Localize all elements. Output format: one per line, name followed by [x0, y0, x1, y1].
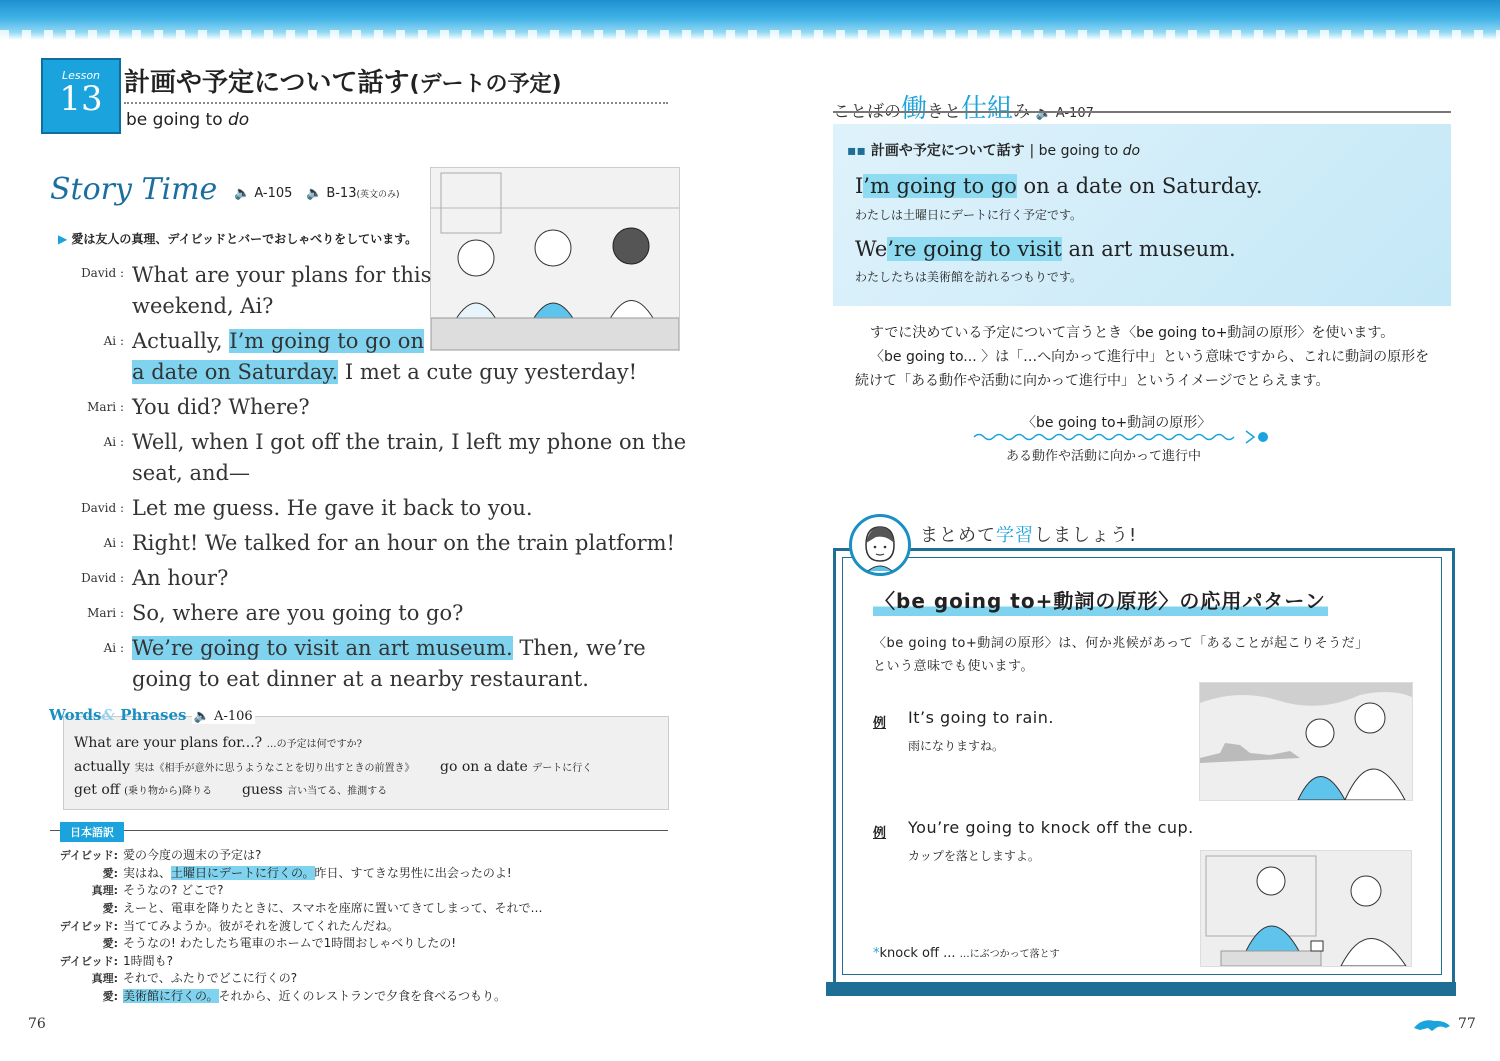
summary-text: 〈be going to+動詞の原形〉は、何か兆候があって「あることが起こりそうだ」 — [873, 636, 1369, 651]
jt-line: えーと、電車を降りたときに、スマホを座席に置いてきてしまって、それで… — [123, 901, 543, 915]
audio-track-a106[interactable]: 🔈 A-106 — [193, 709, 253, 724]
dialogue-line: Let me guess. He gave it back to you. — [132, 496, 533, 520]
teacher-avatar — [849, 514, 911, 576]
bar-scene-drawing — [431, 168, 679, 350]
target-highlight: 美術館に行くの。 — [123, 989, 219, 1003]
vocab-item: What are your plans for...? …の予定は何ですか? — [74, 735, 362, 751]
example-mark: 例 — [873, 716, 887, 731]
animal-mascot-icon — [1412, 1016, 1452, 1032]
speaker-david: David : — [81, 501, 124, 515]
jt-line: 実はね、土曜日にデートに行くの。昨日、すてきな男性に出会ったのよ! — [123, 866, 512, 880]
grid-icon: ▪▪ — [847, 143, 866, 159]
triangle-icon: ▶ — [58, 232, 68, 246]
vocab-note: *knock off ... …にぶつかって落とす — [873, 946, 1060, 961]
jt-speaker: 愛: — [102, 990, 118, 1003]
page-number-left: 76 — [28, 1016, 46, 1032]
words-phrases-title: Words& Phrases 🔈 A-106 — [49, 706, 253, 724]
target-highlight: 土曜日にデートに行くの。 — [171, 866, 315, 880]
jt-line: 愛の今度の週末の予定は? — [123, 848, 262, 862]
target-highlight: a date on Saturday. — [132, 360, 339, 384]
translation-tag: 日本語訳 — [60, 822, 124, 842]
grammar-example-2-ja: わたしたちは美術館を訪れるつもりです。 — [855, 270, 1082, 284]
audio-track-b13[interactable]: 🔈 B-13(英文のみ) — [306, 186, 400, 201]
vocab-item: get off (乗り物から)降りる — [74, 782, 212, 798]
jt-speaker: 愛: — [102, 937, 118, 950]
speaker-mari: Mari : — [87, 606, 124, 620]
translation-rule — [50, 830, 668, 831]
summary-heading: まとめて学習しましょう! — [914, 521, 1143, 547]
speaker-ai: Ai : — [103, 435, 124, 449]
dialogue-line: So, where are you going to go? — [132, 601, 464, 625]
jt-speaker: 愛: — [102, 867, 118, 880]
diagram-label-bottom: ある動作や活動に向かって進行中 — [1006, 449, 1202, 464]
grammar-example-1-ja: わたしは土曜日にデートに行く予定です。 — [855, 208, 1083, 222]
example-2-ja: カップを落としますよ。 — [908, 849, 1040, 863]
wavy-arrow-diagram — [972, 428, 1272, 446]
teacher-face-icon — [852, 517, 908, 573]
target-highlight: ’m going to go — [863, 174, 1017, 198]
explanation-line: すでに決めている予定について言うとき〈be going to+動詞の原形〉を使います。 — [870, 325, 1395, 341]
lesson-title: 計画や予定について話す(デートの予定) — [124, 68, 562, 98]
dialogue-line: Actually, I’m going to go on — [132, 329, 424, 353]
target-highlight: I’m going to go on — [229, 329, 424, 353]
jt-line: 美術館に行くの。それから、近くのレストランで夕食を食べるつもり。 — [123, 989, 507, 1003]
speaker-david: David : — [81, 571, 124, 585]
cup-scene-drawing — [1201, 851, 1411, 966]
lesson-title-sub: (デートの予定) — [409, 72, 562, 97]
explanation-line: 続けて「ある動作や活動に向かって進行中」というイメージでとらえます。 — [855, 373, 1330, 389]
jt-speaker: デイビッド: — [59, 920, 118, 933]
scene-description: ▶ 愛は友人の真理、デイビッドとバーでおしゃべりをしています。 — [58, 232, 418, 246]
audio-track-a105[interactable]: 🔈 A-105 — [234, 186, 293, 201]
kotoba-title: ことばの働きと仕組み 🔈 A-107 — [833, 94, 1094, 124]
cup-illustration — [1200, 850, 1412, 967]
jt-line: そうなの! わたしたち電車のホームで1時間おしゃべりしたの! — [123, 936, 457, 950]
rain-illustration — [1199, 682, 1413, 801]
target-highlight: ’re going to visit — [887, 237, 1062, 261]
vocab-item: actually 実は《相手が意外に思うようなことを切り出すときの前置き》 — [74, 759, 415, 775]
example-mark: 例 — [873, 826, 887, 841]
bar-scene-illustration — [430, 167, 680, 351]
jt-speaker: デイビッド: — [59, 849, 118, 862]
jt-speaker: 真理: — [91, 884, 118, 897]
grammar-heading: ▪▪ 計画や予定について話す | be going to do — [847, 143, 1141, 159]
explanation-line: 〈be going to... 〉は「…へ向かって進行中」という意味ですから、これに動詞の原形を — [870, 349, 1430, 365]
speaker-ai: Ai : — [103, 334, 124, 348]
dialogue-line: Well, when I got off the train, I left my phone on the — [132, 430, 687, 454]
jt-speaker: 真理: — [91, 972, 118, 985]
grammar-example-2: We’re going to visit an art museum. — [855, 237, 1236, 261]
jt-line: そうなの? どこで? — [123, 883, 224, 897]
lesson-subtitle: be going to do — [126, 110, 250, 130]
summary-text: という意味でも使います。 — [873, 659, 1034, 674]
dialogue-line: weekend, Ai? — [132, 294, 274, 318]
jt-line: それで、ふたりでどこに行くの? — [123, 971, 298, 985]
dialogue-line: a date on Saturday. I met a cute guy yesterday! — [132, 360, 638, 384]
jt-line: 当ててみようか。彼がそれを渡してくれたんだね。 — [123, 919, 400, 933]
jt-line: 1時間も? — [123, 954, 174, 968]
kotoba-underline — [833, 111, 1451, 113]
example-2-en: You’re going to knock off the cup. — [908, 818, 1194, 837]
vocab-item: go on a date デートに行く — [440, 759, 593, 775]
top-watercolor-band — [0, 0, 1500, 40]
dialogue-line: What are your plans for this — [132, 263, 432, 287]
speaker-ai: Ai : — [103, 536, 124, 550]
grammar-example-1: I’m going to go on a date on Saturday. — [855, 174, 1263, 198]
story-time-title: Story Time — [50, 172, 218, 207]
dialogue-line: going to eat dinner at a nearby restaurant. — [132, 667, 589, 691]
lesson-number: 13 — [59, 79, 103, 119]
speaker-david: David : — [81, 266, 124, 280]
lesson-number-badge — [41, 58, 121, 134]
page-number-right: 77 — [1458, 1016, 1476, 1032]
speaker-mari: Mari : — [87, 400, 124, 414]
dialogue-line: You did? Where? — [132, 395, 310, 419]
diagram-label-top: 〈be going to+動詞の原形〉 — [1022, 415, 1212, 431]
dialogue-line: We’re going to visit an art museum. Then, we’re — [132, 636, 646, 660]
lesson-label: Lesson — [61, 69, 101, 82]
jt-speaker: 愛: — [102, 902, 118, 915]
rain-scene-drawing — [1200, 683, 1412, 800]
target-highlight: We’re going to visit an art museum. — [132, 636, 513, 660]
summary-title: 〈be going to+動詞の原形〉の応用パターン — [873, 585, 1328, 616]
dialogue-line: An hour? — [132, 566, 229, 590]
speaker-ai: Ai : — [103, 641, 124, 655]
vocab-item: guess 言い当てる、推測する — [242, 782, 388, 798]
summary-base — [826, 982, 1456, 996]
example-1-en: It’s going to rain. — [908, 708, 1054, 727]
example-1-ja: 雨になりますね。 — [908, 739, 1005, 753]
dialogue-line: Right! We talked for an hour on the train platform! — [132, 531, 675, 555]
jt-speaker: デイビッド: — [59, 955, 118, 968]
audio-track-a107[interactable]: 🔈 A-107 — [1035, 106, 1094, 121]
title-divider — [124, 102, 668, 104]
dialogue-line: seat, and— — [132, 461, 251, 485]
